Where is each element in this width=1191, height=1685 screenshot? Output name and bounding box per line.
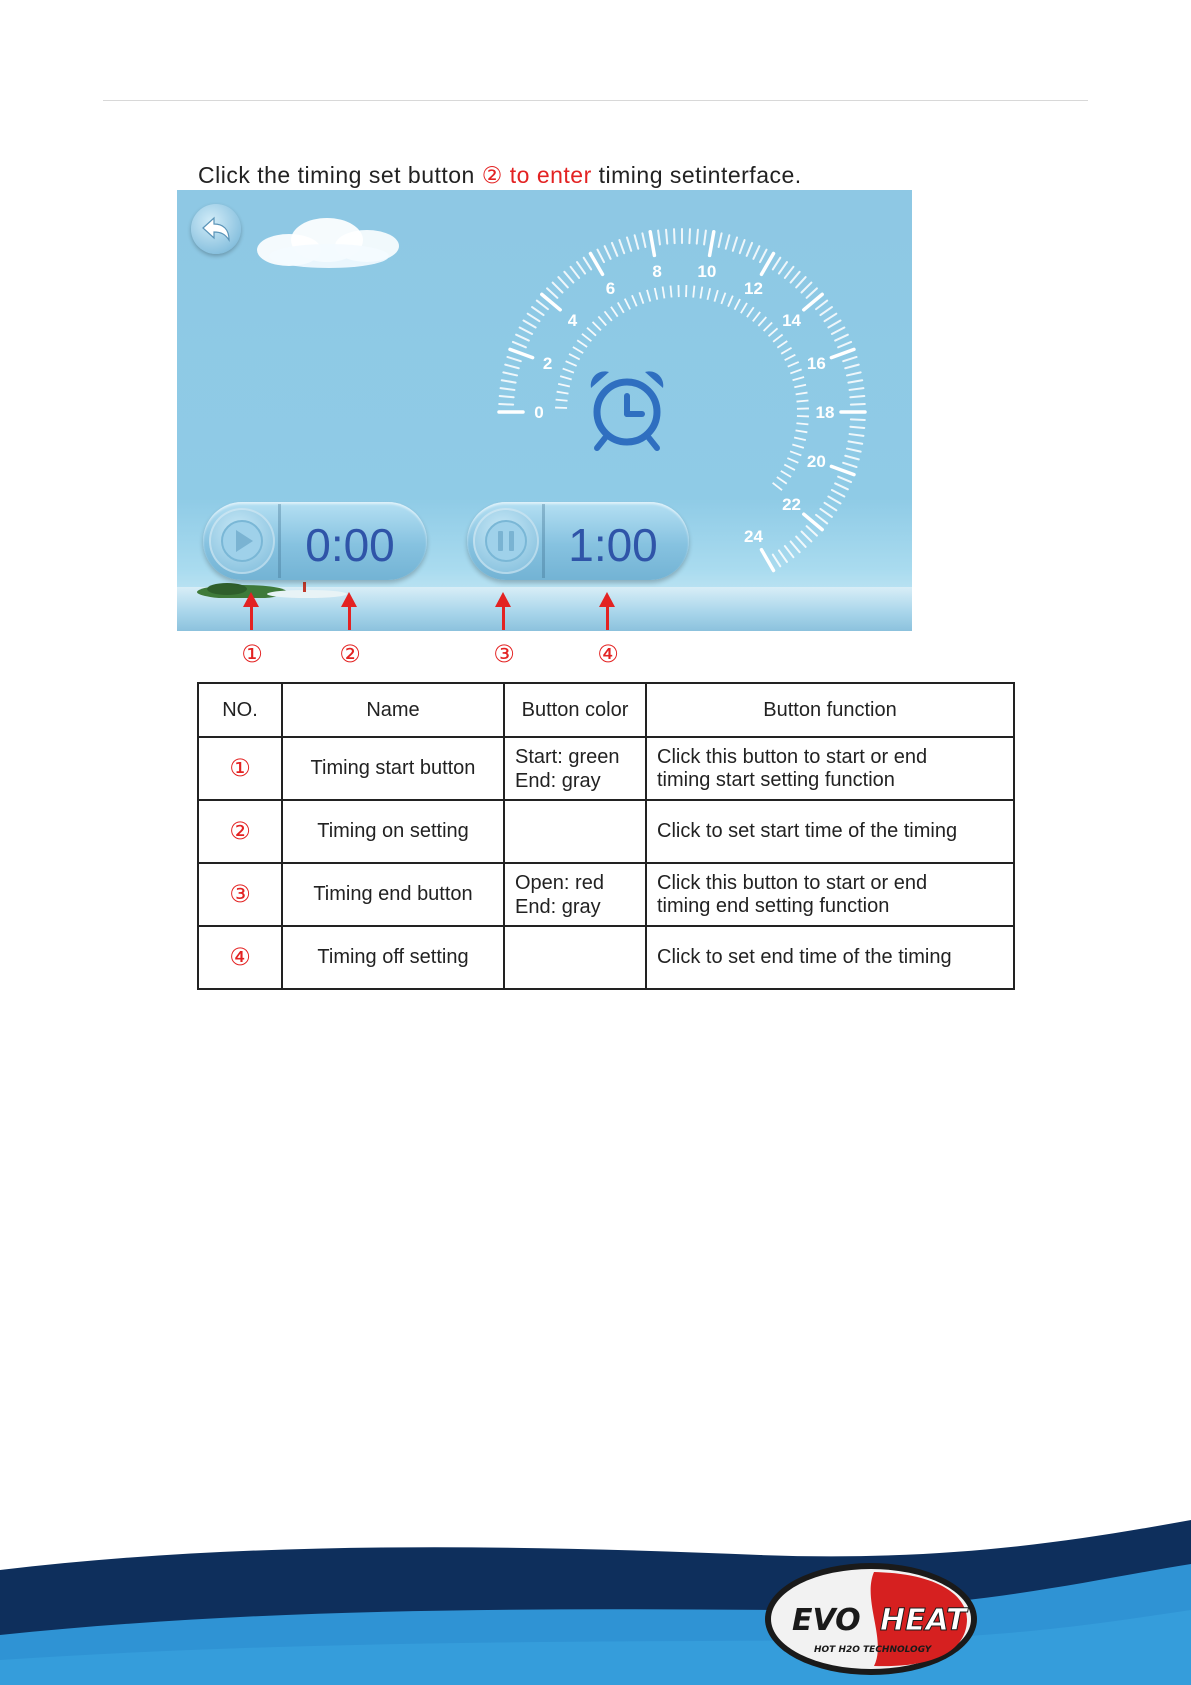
- row-no: ①: [198, 737, 282, 800]
- gauge-minor-tick: [838, 477, 851, 482]
- row-function: [646, 863, 1014, 926]
- gauge-inner-tick: [563, 369, 574, 373]
- gauge-minor-tick: [835, 483, 848, 489]
- gauge-minor-tick: [785, 267, 794, 278]
- gauge-minor-tick: [850, 434, 864, 436]
- gauge-inner-tick: [625, 299, 630, 310]
- gauge-inner-tick: [785, 355, 796, 360]
- gauge-minor-tick: [807, 288, 817, 297]
- gauge-minor-tick: [507, 357, 520, 361]
- gauge-minor-tick: [807, 526, 817, 535]
- gauge-inner-tick: [670, 286, 671, 298]
- gauge-inner-tick: [796, 393, 808, 395]
- gauge-inner-tick: [769, 328, 778, 336]
- gauge-label: 24: [744, 526, 763, 546]
- gauge-label: 2: [542, 354, 553, 374]
- gauge-inner-tick: [777, 341, 787, 348]
- row-function: [646, 800, 1014, 863]
- gauge-label: 6: [605, 279, 616, 299]
- gauge-minor-tick: [816, 301, 827, 310]
- row-color: [504, 800, 646, 863]
- gauge-minor-tick: [726, 235, 730, 249]
- gauge-inner-tick: [618, 302, 624, 312]
- gauge-minor-tick: [619, 240, 624, 253]
- gauge-inner-tick: [797, 400, 809, 401]
- gauge-minor-tick: [847, 449, 861, 452]
- gauge-minor-tick: [502, 380, 516, 382]
- row-color-line2: End: gray: [515, 895, 601, 918]
- row-function-line2: timing start setting function: [657, 768, 895, 791]
- pill-divider: [278, 504, 281, 578]
- gauge-inner-tick: [796, 430, 808, 432]
- gauge-minor-tick: [773, 258, 781, 270]
- gauge-minor-tick: [828, 321, 840, 328]
- gauge-major-tick: [762, 550, 774, 571]
- row-no: ④: [198, 926, 282, 989]
- gauge-minor-tick: [666, 230, 667, 244]
- gauge-minor-tick: [524, 321, 536, 328]
- gauge-minor-tick: [553, 283, 563, 293]
- gauge-label: 4: [567, 311, 578, 331]
- header-name: Name: [282, 683, 504, 737]
- header-rule: [103, 100, 1088, 101]
- row-color-line2: End: gray: [515, 769, 601, 792]
- gauge-inner-tick: [747, 307, 754, 317]
- callout-marker-4: ④: [597, 641, 619, 668]
- gauge-minor-tick: [845, 456, 859, 460]
- header-function: Button function: [646, 683, 1014, 737]
- timing-on-group: [203, 502, 427, 580]
- gauge-minor-tick: [843, 463, 856, 467]
- gauge-minor-tick: [802, 283, 812, 293]
- gauge-minor-tick: [500, 396, 514, 397]
- gauge-inner-tick: [557, 392, 569, 394]
- gauge-minor-tick: [719, 233, 722, 247]
- gauge-inner-tick: [753, 312, 760, 321]
- gauge-inner-tick: [781, 471, 791, 477]
- header-no: NO.: [198, 683, 282, 737]
- callout-arrow-4: [606, 606, 609, 630]
- gauge-minor-tick: [796, 277, 805, 287]
- gauge-minor-tick: [838, 342, 851, 347]
- row-function: [646, 737, 1014, 800]
- gauge-minor-tick: [832, 490, 844, 496]
- gauge-minor-tick: [516, 335, 529, 341]
- timing-on-setting[interactable]: 0:00: [305, 519, 395, 571]
- gauge-minor-tick: [785, 546, 794, 557]
- gauge-inner-tick: [793, 377, 805, 380]
- gauge-minor-tick: [558, 277, 567, 287]
- row-function-line1: Click to set end time of the timing: [657, 946, 952, 968]
- gauge-minor-tick: [532, 307, 543, 315]
- gauge-inner-tick: [605, 311, 612, 321]
- gauge-minor-tick: [753, 246, 759, 259]
- row-color: [504, 863, 646, 926]
- intro-part1: Click the timing set button: [198, 162, 482, 188]
- island-decoration: [197, 578, 347, 598]
- row-color-line1: Start: green: [515, 745, 620, 768]
- gauge-minor-tick: [747, 243, 752, 256]
- gauge-inner-tick: [573, 347, 583, 353]
- footer-waves: [0, 1500, 1191, 1685]
- gauge-label: 14: [782, 311, 802, 331]
- gauge-minor-tick: [598, 250, 604, 262]
- gauge-minor-tick: [505, 365, 519, 369]
- svg-text:HEAT: HEAT: [880, 1603, 967, 1638]
- gauge-minor-tick: [816, 515, 827, 524]
- callout-marker-2: ②: [339, 641, 361, 668]
- pause-icon: [484, 519, 528, 563]
- gauge-inner-tick: [773, 335, 783, 342]
- gauge-inner-tick: [728, 296, 733, 307]
- gauge-minor-tick: [571, 267, 580, 278]
- pill-divider: [542, 504, 545, 578]
- gauge-label: 10: [697, 262, 717, 282]
- table-row: [198, 800, 1014, 863]
- row-name: Timing on setting: [282, 800, 504, 863]
- gauge-inner-tick: [773, 483, 782, 490]
- gauge-minor-tick: [773, 555, 781, 567]
- gauge-minor-tick: [635, 235, 639, 249]
- gauge-minor-tick: [499, 404, 513, 405]
- alarm-clock-icon: [591, 371, 664, 448]
- gauge-inner-tick: [611, 307, 618, 317]
- gauge-major-tick: [831, 349, 854, 357]
- gauge-inner-tick: [792, 444, 804, 447]
- gauge-minor-tick: [674, 229, 675, 243]
- gauge-inner-tick: [663, 286, 665, 298]
- gauge-label: 0: [534, 403, 544, 422]
- gauge-minor-tick: [577, 262, 585, 273]
- gauge-inner-tick: [598, 316, 606, 325]
- gauge-inner-tick: [794, 385, 806, 388]
- gauge-inner-tick: [560, 376, 572, 379]
- gauge-minor-tick: [848, 441, 862, 443]
- timing-end-button[interactable]: [473, 508, 539, 574]
- row-no: ②: [198, 800, 282, 863]
- gauge-inner-tick: [593, 322, 601, 331]
- gauge-inner-tick: [741, 303, 747, 313]
- gauge-minor-tick: [847, 372, 861, 375]
- callout-marker-1: ①: [241, 641, 263, 668]
- row-name: Timing end button: [282, 863, 504, 926]
- gauge-minor-tick: [612, 243, 617, 256]
- intro-part3: timing setinterface.: [591, 162, 802, 188]
- gauge-minor-tick: [740, 240, 745, 253]
- gauge-minor-tick: [733, 237, 737, 250]
- gauge-minor-tick: [791, 541, 800, 552]
- row-color: [504, 926, 646, 989]
- table-row: [198, 737, 1014, 800]
- gauge-minor-tick: [848, 380, 862, 382]
- gauge-minor-tick: [513, 342, 526, 347]
- gauge-minor-tick: [642, 233, 645, 247]
- gauge-minor-tick: [658, 231, 660, 245]
- gauge-major-tick: [831, 466, 854, 474]
- gauge-inner-tick: [569, 354, 580, 359]
- intro-part2: to enter: [502, 162, 592, 188]
- gauge-minor-tick: [820, 509, 831, 517]
- row-color-line1: Open: red: [515, 871, 604, 894]
- row-name: Timing off setting: [282, 926, 504, 989]
- gauge-major-tick: [650, 232, 654, 256]
- gauge-inner-tick: [566, 361, 577, 366]
- gauge-inner-tick: [788, 362, 799, 367]
- gauge-minor-tick: [689, 229, 690, 243]
- gauge-label: 16: [806, 354, 826, 374]
- gauge-inner-tick: [587, 328, 596, 336]
- evoheat-logo: [762, 1560, 980, 1678]
- gauge-minor-tick: [850, 396, 864, 397]
- gauge-label: 20: [806, 451, 826, 471]
- row-function-line1: Click this button to start or end: [657, 745, 928, 768]
- gauge-inner-tick: [794, 437, 806, 440]
- gauge-inner-tick: [639, 292, 643, 303]
- timing-off-setting[interactable]: 1:00: [568, 519, 658, 571]
- table-header-row: [198, 683, 1014, 737]
- gauge-inner-tick: [790, 451, 801, 455]
- gauge-inner-tick: [655, 288, 658, 300]
- gauge-inner-tick: [735, 299, 740, 310]
- row-function-line1: Click this button to start or end: [657, 871, 928, 894]
- gauge-minor-tick: [528, 314, 540, 322]
- gauge-major-tick: [510, 349, 533, 357]
- row-no: ③: [198, 863, 282, 926]
- gauge-minor-tick: [605, 246, 611, 259]
- gauge-inner-tick: [693, 286, 694, 298]
- gauge-label: 22: [782, 494, 802, 514]
- gauge-inner-tick: [558, 384, 570, 387]
- gauge-minor-tick: [520, 328, 532, 334]
- gauge-inner-tick: [758, 317, 766, 326]
- gauge-inner-tick: [647, 290, 650, 302]
- gauge-minor-tick: [503, 372, 517, 375]
- gauge-minor-tick: [845, 365, 859, 369]
- gauge-minor-tick: [802, 532, 812, 542]
- timing-screen: [177, 190, 912, 631]
- gauge-inner-tick: [764, 323, 773, 331]
- gauge-minor-tick: [704, 231, 706, 245]
- gauge-inner-tick: [714, 290, 717, 302]
- gauge-minor-tick: [779, 550, 787, 561]
- gauge-inner-tick: [787, 458, 798, 463]
- svg-text:EVO: EVO: [792, 1603, 861, 1638]
- gauge-inner-tick: [784, 465, 795, 470]
- play-icon: [220, 519, 264, 563]
- gauge-inner-tick: [556, 400, 568, 401]
- row-function-line2: timing end setting function: [657, 894, 890, 917]
- row-function-line1: Click to set start time of the timing: [657, 820, 958, 842]
- gauge-minor-tick: [832, 328, 844, 334]
- gauge-minor-tick: [627, 237, 631, 250]
- intro-text: [198, 162, 802, 189]
- gauge-inner-tick: [632, 295, 637, 306]
- gauge-minor-tick: [697, 230, 698, 244]
- table-row: [198, 926, 1014, 989]
- svg-text:HOT H2O TECHNOLOGY: HOT H2O TECHNOLOGY: [814, 1645, 932, 1655]
- button-table: [197, 682, 1015, 990]
- gauge-minor-tick: [851, 404, 865, 405]
- callout-marker-3: ③: [493, 641, 515, 668]
- timing-start-button[interactable]: [209, 508, 275, 574]
- gauge-minor-tick: [825, 503, 837, 511]
- gauge-inner-tick: [577, 340, 587, 347]
- gauge-minor-tick: [820, 307, 831, 315]
- gauge-minor-tick: [760, 250, 766, 262]
- gauge-major-tick: [710, 232, 714, 256]
- gauge-minor-tick: [547, 288, 557, 297]
- header-color: Button color: [504, 683, 646, 737]
- row-name: Timing start button: [282, 737, 504, 800]
- gauge-label: 12: [744, 279, 763, 299]
- gauge-minor-tick: [564, 272, 573, 283]
- row-color: [504, 737, 646, 800]
- gauge-minor-tick: [850, 388, 864, 390]
- callout-arrow-1: [250, 606, 253, 630]
- intro-marker: ②: [481, 162, 503, 188]
- gauge-minor-tick: [779, 262, 787, 273]
- gauge-minor-tick: [796, 537, 805, 547]
- gauge-inner-tick: [796, 423, 808, 424]
- table-row: [198, 863, 1014, 926]
- gauge-inner-tick: [582, 334, 591, 341]
- callout-arrow-2: [348, 606, 351, 630]
- gauge-inner-tick: [781, 348, 791, 354]
- gauge-minor-tick: [584, 258, 592, 270]
- gauge-minor-tick: [501, 388, 515, 390]
- gauge-inner-tick: [700, 287, 702, 299]
- gauge-inner-tick: [721, 293, 725, 304]
- gauge-minor-tick: [851, 419, 865, 420]
- gauge-minor-tick: [537, 301, 548, 310]
- gauge-minor-tick: [791, 272, 800, 283]
- timing-off-group: [467, 502, 689, 580]
- gauge-label: 18: [815, 403, 835, 422]
- gauge-minor-tick: [843, 357, 856, 361]
- gauge-inner-tick: [790, 369, 801, 373]
- gauge-minor-tick: [835, 335, 848, 341]
- gauge-minor-tick: [825, 314, 837, 322]
- gauge-label: 8: [652, 262, 662, 282]
- gauge-minor-tick: [850, 427, 864, 428]
- callout-arrow-3: [502, 606, 505, 630]
- row-function: [646, 926, 1014, 989]
- gauge-inner-tick: [777, 477, 787, 484]
- gauge-minor-tick: [828, 497, 840, 504]
- gauge-inner-tick: [707, 288, 710, 300]
